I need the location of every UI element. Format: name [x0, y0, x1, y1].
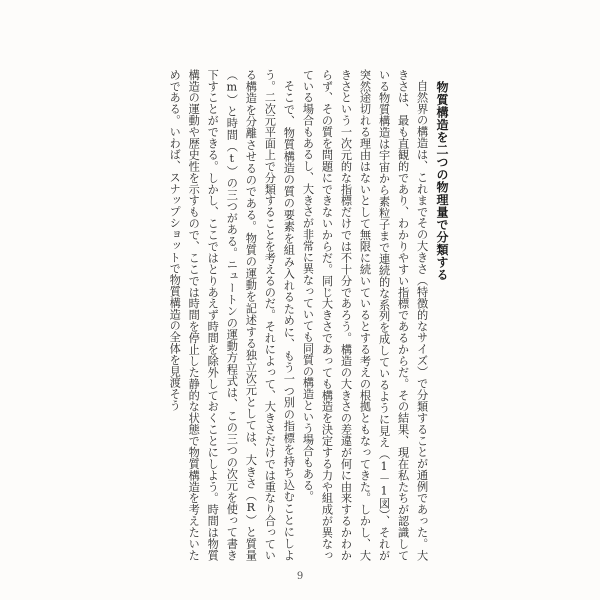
- section-heading: 物質構造を二つの物理量で分類する: [435, 81, 449, 281]
- body-paragraph-1: 自然界の構造は、これまでその大きさ（特徴的なサイズ）で分類することが通例であった。大きさは、最も直観的であり、わかりやすい指標であるからだ。その結果、現在私たちが認識している物質構造は宇宙から素粒子まで連続的な系列を成しているように見え（1－1図）、それが突然途切れる理由はないとして無限に続いているとする考えの根拠ともなってきた。しかし、大きさという一次元的な指標だけでは不十分であろう。構造の大きさの差違が何に由来するかわからず、その質を問題にできないからだ。同じ大きさであっても構造を決定する力や組成が異なっている場合もあるし、大きさが非常に異なっていても同質の構造という場合もある。: [301, 69, 429, 561]
- vertical-text-block: [165, 69, 452, 561]
- body-paragraph-2: そこで、物質構造の質の要素を組み入れるために、もう一つ別の指標を持ち込むことにしよう。二次元平面上で分類することを考えるのだ。それによって、大きさだけでは重なり合っている構造を分離させるのである。物質の運動を記述する独立次元としては、大きさ（R）と質量（m）と時間（t）の三つがある。ニュートンの運動方程式は、この三つの次元を使って書き下すことができる。しかし、ここではとりあえず時間を除外しておくことにしよう。時間は物質構造の運動や歴史性を示すもので、ここでは時間を停止した静的な状態で物質構造を考えたいためである。いわば、スナップショットで物質構造の全体を見渡そう: [168, 69, 296, 561]
- page-number: 9: [296, 571, 304, 582]
